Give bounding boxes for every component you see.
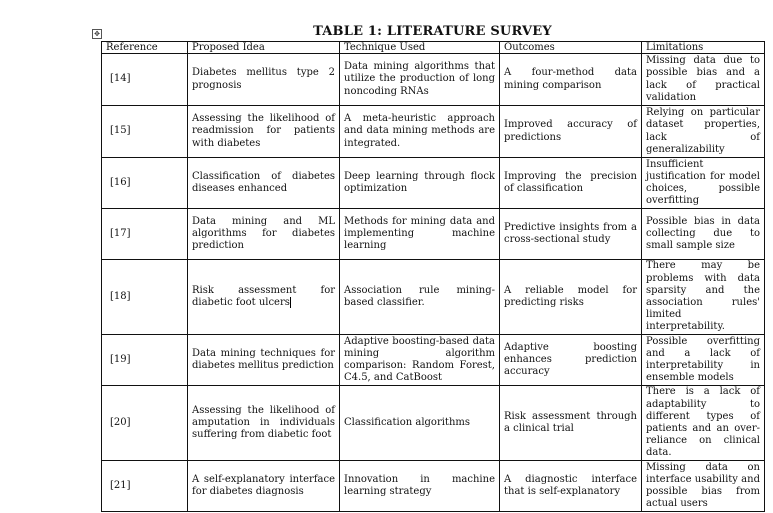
- literature-survey-table: [101, 41, 765, 512]
- proposed-idea-cell: Data mining techniques for diabetes mellitus prediction: [188, 335, 340, 386]
- outcomes-cell: A four-method data mining comparison: [500, 54, 642, 106]
- proposed-idea-cell: Diabetes mellitus type 2 prognosis: [188, 54, 340, 106]
- table-row: [102, 335, 765, 386]
- limitations-cell: Possible bias in data collecting due to small sample size: [642, 209, 765, 260]
- technique-cell: Adaptive boosting-based data mining algorithm comparison: Random Forest, C4.5, and CatBoost: [340, 335, 500, 386]
- reference-cell: [20]: [102, 386, 188, 461]
- technique-cell: Innovation in machine learning strategy: [340, 461, 500, 512]
- technique-cell: Methods for mining data and implementing machine learning: [340, 209, 500, 260]
- limitations-cell: Insufficient justification for model choices, possible overfitting: [642, 158, 765, 209]
- limitations-cell: There is a lack of adaptability to different types of patients and an over-reliance on clinical data.: [642, 386, 765, 461]
- outcomes-cell: Risk assessment through a clinical trial: [500, 386, 642, 461]
- table-row: [102, 54, 765, 106]
- limitations-cell: Relying on particular dataset properties, lack of generalizability: [642, 106, 765, 158]
- proposed-idea-cell: Classification of diabetes diseases enhanced: [188, 158, 340, 209]
- table-row: [102, 461, 765, 512]
- table-row: [102, 158, 765, 209]
- technique-cell: Deep learning through flock optimization: [340, 158, 500, 209]
- reference-cell: [21]: [102, 461, 188, 512]
- limitations-cell: Missing data due to possible bias and a lack of practical validation: [642, 54, 765, 106]
- reference-cell: [15]: [102, 106, 188, 158]
- proposed-idea-cell: A self-explanatory interface for diabetes diagnosis: [188, 461, 340, 512]
- proposed-idea-text: Risk assessment for diabetic foot ulcers: [192, 284, 335, 308]
- limitations-cell: Possible overfitting and a lack of interpretability in ensemble models: [642, 335, 765, 386]
- outcomes-cell: A reliable model for predicting risks: [500, 260, 642, 335]
- reference-cell: [19]: [102, 335, 188, 386]
- proposed-idea-cell: Data mining and ML algorithms for diabetes prediction: [188, 209, 340, 260]
- header-cell: Outcomes: [500, 42, 642, 54]
- outcomes-cell: Improved accuracy of predictions: [500, 106, 642, 158]
- table-row: [102, 260, 765, 335]
- header-cell: Technique Used: [340, 42, 500, 54]
- reference-cell: [18]: [102, 260, 188, 335]
- table-title: TABLE 1: LITERATURE SURVEY: [313, 24, 552, 39]
- reference-cell: [16]: [102, 158, 188, 209]
- reference-cell: [14]: [102, 54, 188, 106]
- technique-cell: Classification algorithms: [340, 386, 500, 461]
- limitations-cell: There may be problems with data sparsity and the association rules' limited interpretability.: [642, 260, 765, 335]
- table-row: [102, 209, 765, 260]
- table-row: [102, 386, 765, 461]
- outcomes-cell: Adaptive boosting enhances prediction accuracy: [500, 335, 642, 386]
- outcomes-cell: Improving the precision of classification: [500, 158, 642, 209]
- header-cell: Limitations: [642, 42, 765, 54]
- outcomes-cell: Predictive insights from a cross-sectional study: [500, 209, 642, 260]
- reference-cell: [17]: [102, 209, 188, 260]
- header-row: [102, 42, 765, 54]
- header-cell: Proposed Idea: [188, 42, 340, 54]
- proposed-idea-cell: [188, 260, 340, 335]
- limitations-cell: Missing data on interface usability and possible bias from actual users: [642, 461, 765, 512]
- proposed-idea-cell: Assessing the likelihood of readmission for patients with diabetes: [188, 106, 340, 158]
- header-cell: Reference: [102, 42, 188, 54]
- technique-cell: Data mining algorithms that utilize the production of long noncoding RNAs: [340, 54, 500, 106]
- table-move-handle-icon[interactable]: ✥: [92, 29, 102, 39]
- table-row: [102, 106, 765, 158]
- outcomes-cell: A diagnostic interface that is self-explanatory: [500, 461, 642, 512]
- technique-cell: Association rule mining-based classifier.: [340, 260, 500, 335]
- technique-cell: A meta-heuristic approach and data mining methods are integrated.: [340, 106, 500, 158]
- proposed-idea-cell: Assessing the likelihood of amputation in individuals suffering from diabetic foot: [188, 386, 340, 461]
